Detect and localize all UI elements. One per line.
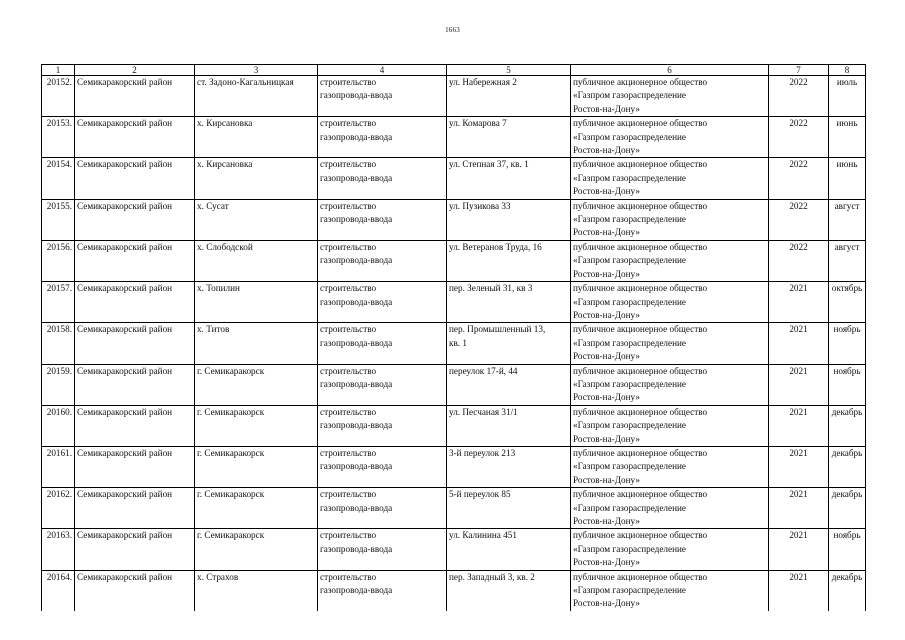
row-number: 20154. xyxy=(42,158,75,199)
organization-cell-line: Ростов-на-Дону» xyxy=(573,268,640,279)
row-number: 20152. xyxy=(42,76,75,117)
month-cell: октябрь xyxy=(829,282,866,323)
organization-cell xyxy=(571,282,769,323)
column-number-3: 3 xyxy=(195,65,318,76)
organization-cell-line: Ростов-на-Дону» xyxy=(573,433,640,444)
row-number: 20153. xyxy=(42,117,75,158)
settlement-cell: х. Слободской xyxy=(195,240,318,281)
address-cell-line: ул. Калинина 451 xyxy=(449,530,517,541)
address-cell xyxy=(447,158,571,199)
settlement-cell: х. Кирсановка xyxy=(195,117,318,158)
organization-cell-line: «Газпром газораспределение xyxy=(573,543,686,554)
organization-cell xyxy=(571,405,769,446)
work-type-cell-line: строительство xyxy=(320,159,377,170)
work-type-cell xyxy=(318,158,447,199)
organization-cell-line: публичное акционерное общество xyxy=(573,406,708,417)
table-row xyxy=(42,488,866,529)
table-row xyxy=(42,405,866,446)
row-number: 20160. xyxy=(42,405,75,446)
organization-cell-line: публичное акционерное общество xyxy=(573,324,708,335)
row-number: 20162. xyxy=(42,488,75,529)
row-number: 20155. xyxy=(42,199,75,240)
column-number-row xyxy=(42,65,866,76)
address-cell-line: кв. 1 xyxy=(449,337,467,348)
month-cell: декабрь xyxy=(829,446,866,487)
address-cell-line: ул. Ветеранов Труда, 16 xyxy=(449,241,542,252)
work-type-cell-line: газопровода-ввода xyxy=(320,337,393,348)
settlement-cell: г. Семикаракорск xyxy=(195,405,318,446)
district-cell: Семикаракорский район xyxy=(75,488,195,529)
work-type-cell-line: строительство xyxy=(320,489,377,500)
work-type-cell-line: строительство xyxy=(320,571,377,582)
work-type-cell xyxy=(318,364,447,405)
month-cell: декабрь xyxy=(829,488,866,529)
table-body xyxy=(42,76,866,612)
organization-cell-line: «Газпром газораспределение xyxy=(573,461,686,472)
district-cell: Семикаракорский район xyxy=(75,446,195,487)
organization-cell-line: «Газпром газораспределение xyxy=(573,420,686,431)
organization-cell-line: «Газпром газораспределение xyxy=(573,296,686,307)
work-type-cell xyxy=(318,446,447,487)
address-cell xyxy=(447,199,571,240)
organization-cell-line: публичное акционерное общество xyxy=(573,447,708,458)
row-number: 20163. xyxy=(42,529,75,570)
table-row xyxy=(42,158,866,199)
work-type-cell-line: газопровода-ввода xyxy=(320,461,393,472)
organization-cell-line: публичное акционерное общество xyxy=(573,530,708,541)
year-cell: 2021 xyxy=(769,364,829,405)
organization-cell-line: публичное акционерное общество xyxy=(573,283,708,294)
work-type-cell-line: строительство xyxy=(320,200,377,211)
column-number-5: 5 xyxy=(447,65,571,76)
address-cell-line: ул. Песчаная 31/1 xyxy=(449,406,518,417)
table-row xyxy=(42,323,866,364)
district-cell: Семикаракорский район xyxy=(75,240,195,281)
settlement-cell: г. Семикаракорск xyxy=(195,488,318,529)
year-cell: 2021 xyxy=(769,529,829,570)
organization-cell-line: Ростов-на-Дону» xyxy=(573,309,640,320)
organization-cell xyxy=(571,199,769,240)
organization-cell-line: публичное акционерное общество xyxy=(573,118,708,129)
year-cell: 2022 xyxy=(769,117,829,158)
table-row xyxy=(42,364,866,405)
work-type-cell-line: строительство xyxy=(320,241,377,252)
settlement-cell: г. Семикаракорск xyxy=(195,446,318,487)
work-type-cell-line: газопровода-ввода xyxy=(320,172,393,183)
column-number-6: 6 xyxy=(571,65,769,76)
column-number-4: 4 xyxy=(318,65,447,76)
settlement-cell: х. Страхов xyxy=(195,570,318,611)
address-cell xyxy=(447,76,571,117)
organization-cell xyxy=(571,364,769,405)
address-cell-line: ул. Пузикова 33 xyxy=(449,200,511,211)
row-number: 20157. xyxy=(42,282,75,323)
district-cell: Семикаракорский район xyxy=(75,529,195,570)
organization-cell-line: публичное акционерное общество xyxy=(573,241,708,252)
work-type-cell-line: газопровода-ввода xyxy=(320,543,393,554)
organization-cell-line: Ростов-на-Дону» xyxy=(573,186,640,197)
organization-cell-line: «Газпром газораспределение xyxy=(573,131,686,142)
work-type-cell-line: газопровода-ввода xyxy=(320,131,393,142)
organization-cell-line: публичное акционерное общество xyxy=(573,159,708,170)
organization-cell-line: «Газпром газораспределение xyxy=(573,172,686,183)
organization-cell-line: Ростов-на-Дону» xyxy=(573,145,640,156)
table-row xyxy=(42,570,866,611)
work-type-cell xyxy=(318,76,447,117)
organization-cell-line: «Газпром газораспределение xyxy=(573,585,686,596)
address-cell-line: ул. Набережная 2 xyxy=(449,77,517,87)
organization-cell-line: публичное акционерное общество xyxy=(573,77,708,87)
address-cell xyxy=(447,570,571,611)
row-number: 20164. xyxy=(42,570,75,611)
year-cell: 2021 xyxy=(769,323,829,364)
organization-cell xyxy=(571,240,769,281)
month-cell: июнь xyxy=(829,117,866,158)
organization-cell-line: публичное акционерное общество xyxy=(573,365,708,376)
work-type-cell xyxy=(318,323,447,364)
month-cell: ноябрь xyxy=(829,323,866,364)
address-cell-line: ул. Степная 37, кв. 1 xyxy=(449,159,529,170)
organization-cell-line: Ростов-на-Дону» xyxy=(573,516,640,526)
table-row xyxy=(42,446,866,487)
work-type-cell-line: газопровода-ввода xyxy=(320,585,393,596)
address-cell xyxy=(447,446,571,487)
organization-cell-line: публичное акционерное общество xyxy=(573,571,708,582)
column-number-7: 7 xyxy=(769,65,829,76)
year-cell: 2021 xyxy=(769,446,829,487)
work-type-cell-line: газопровода-ввода xyxy=(320,90,393,101)
table-row xyxy=(42,282,866,323)
settlement-cell: г. Семикаракорск xyxy=(195,364,318,405)
work-type-cell xyxy=(318,282,447,323)
organization-cell-line: «Газпром газораспределение xyxy=(573,90,686,101)
organization-cell-line: Ростов-на-Дону» xyxy=(573,103,640,114)
row-number: 20156. xyxy=(42,240,75,281)
work-type-cell-line: строительство xyxy=(320,447,377,458)
district-cell: Семикаракорский район xyxy=(75,570,195,611)
column-number-2: 2 xyxy=(75,65,195,76)
month-cell: август xyxy=(829,199,866,240)
work-type-cell xyxy=(318,570,447,611)
address-cell-line: пер. Промышленный 13, xyxy=(449,324,546,335)
month-cell: июль xyxy=(829,76,866,117)
address-cell-line: 3-й переулок 213 xyxy=(449,447,516,458)
work-type-cell-line: газопровода-ввода xyxy=(320,378,393,389)
row-number: 20158. xyxy=(42,323,75,364)
row-number: 20159. xyxy=(42,364,75,405)
settlement-cell: ст. Задоно-Кагальницкая xyxy=(195,76,318,117)
work-type-cell-line: газопровода-ввода xyxy=(320,214,393,225)
address-cell xyxy=(447,240,571,281)
year-cell: 2021 xyxy=(769,282,829,323)
work-type-cell-line: газопровода-ввода xyxy=(320,420,393,431)
year-cell: 2021 xyxy=(769,488,829,529)
district-cell: Семикаракорский район xyxy=(75,117,195,158)
year-cell: 2022 xyxy=(769,199,829,240)
month-cell: ноябрь xyxy=(829,364,866,405)
district-cell: Семикаракорский район xyxy=(75,158,195,199)
address-cell xyxy=(447,117,571,158)
year-cell: 2021 xyxy=(769,405,829,446)
work-type-cell xyxy=(318,488,447,529)
year-cell: 2022 xyxy=(769,158,829,199)
settlement-cell: х. Титов xyxy=(195,323,318,364)
address-cell-line: переулок 17-й, 44 xyxy=(449,365,518,376)
organization-cell-line: Ростов-на-Дону» xyxy=(573,227,640,238)
organization-cell-line: «Газпром газораспределение xyxy=(573,378,686,389)
district-cell: Семикаракорский район xyxy=(75,282,195,323)
organization-cell-line: Ростов-на-Дону» xyxy=(573,557,640,568)
month-cell: август xyxy=(829,240,866,281)
work-type-cell-line: газопровода-ввода xyxy=(320,296,393,307)
month-cell: июнь xyxy=(829,158,866,199)
address-cell xyxy=(447,323,571,364)
organization-cell-line: Ростов-на-Дону» xyxy=(573,351,640,362)
organization-cell-line: публичное акционерное общество xyxy=(573,200,708,211)
organization-cell-line: Ростов-на-Дону» xyxy=(573,392,640,403)
address-cell-line: ул. Комарова 7 xyxy=(449,118,507,129)
district-cell: Семикаракорский район xyxy=(75,199,195,240)
district-cell: Семикаракорский район xyxy=(75,323,195,364)
address-cell-line: 5-й переулок 85 xyxy=(449,489,511,500)
year-cell: 2021 xyxy=(769,570,829,611)
column-number-1: 1 xyxy=(42,65,75,76)
table-row xyxy=(42,240,866,281)
table-row xyxy=(42,529,866,570)
settlement-cell: х. Сусат xyxy=(195,199,318,240)
page-number: 1663 xyxy=(445,26,460,34)
work-type-cell-line: строительство xyxy=(320,324,377,335)
work-type-cell-line: строительство xyxy=(320,283,377,294)
settlement-cell: х. Топилин xyxy=(195,282,318,323)
organization-cell xyxy=(571,529,769,570)
organization-cell-line: «Газпром газораспределение xyxy=(573,337,686,348)
address-cell-line: пер. Зеленый 31, кв 3 xyxy=(449,283,533,294)
organization-cell-line: «Газпром газораспределение xyxy=(573,255,686,266)
work-type-cell xyxy=(318,405,447,446)
organization-cell xyxy=(571,76,769,117)
work-type-cell-line: строительство xyxy=(320,365,377,376)
organization-cell-line: Ростов-на-Дону» xyxy=(573,474,640,485)
work-type-cell-line: газопровода-ввода xyxy=(320,502,393,513)
work-type-cell xyxy=(318,117,447,158)
row-number: 20161. xyxy=(42,446,75,487)
table-row xyxy=(42,76,866,117)
district-cell: Семикаракорский район xyxy=(75,364,195,405)
address-cell xyxy=(447,529,571,570)
address-cell-line: пер. Западный 3, кв. 2 xyxy=(449,571,535,582)
month-cell: декабрь xyxy=(829,405,866,446)
column-number-8: 8 xyxy=(829,65,866,76)
address-cell xyxy=(447,488,571,529)
month-cell: декабрь xyxy=(829,570,866,611)
work-type-cell xyxy=(318,199,447,240)
organization-cell-line: публичное акционерное общество xyxy=(573,489,708,500)
district-cell: Семикаракорский район xyxy=(75,76,195,117)
registry-table xyxy=(41,64,866,611)
organization-cell xyxy=(571,323,769,364)
organization-cell-line: Ростов-на-Дону» xyxy=(573,598,640,609)
organization-cell xyxy=(571,488,769,529)
settlement-cell: х. Кирсановка xyxy=(195,158,318,199)
organization-cell xyxy=(571,117,769,158)
address-cell xyxy=(447,364,571,405)
organization-cell-line: «Газпром газораспределение xyxy=(573,214,686,225)
work-type-cell-line: строительство xyxy=(320,530,377,541)
year-cell: 2022 xyxy=(769,76,829,117)
settlement-cell: г. Семикаракорск xyxy=(195,529,318,570)
organization-cell xyxy=(571,446,769,487)
work-type-cell-line: строительство xyxy=(320,118,377,129)
table-row xyxy=(42,117,866,158)
work-type-cell-line: строительство xyxy=(320,77,377,87)
work-type-cell-line: газопровода-ввода xyxy=(320,255,393,266)
work-type-cell-line: строительство xyxy=(320,406,377,417)
table-row xyxy=(42,199,866,240)
work-type-cell xyxy=(318,240,447,281)
address-cell xyxy=(447,282,571,323)
district-cell: Семикаракорский район xyxy=(75,405,195,446)
organization-cell xyxy=(571,570,769,611)
organization-cell xyxy=(571,158,769,199)
month-cell: ноябрь xyxy=(829,529,866,570)
address-cell xyxy=(447,405,571,446)
work-type-cell xyxy=(318,529,447,570)
organization-cell-line: «Газпром газораспределение xyxy=(573,502,686,513)
year-cell: 2022 xyxy=(769,240,829,281)
